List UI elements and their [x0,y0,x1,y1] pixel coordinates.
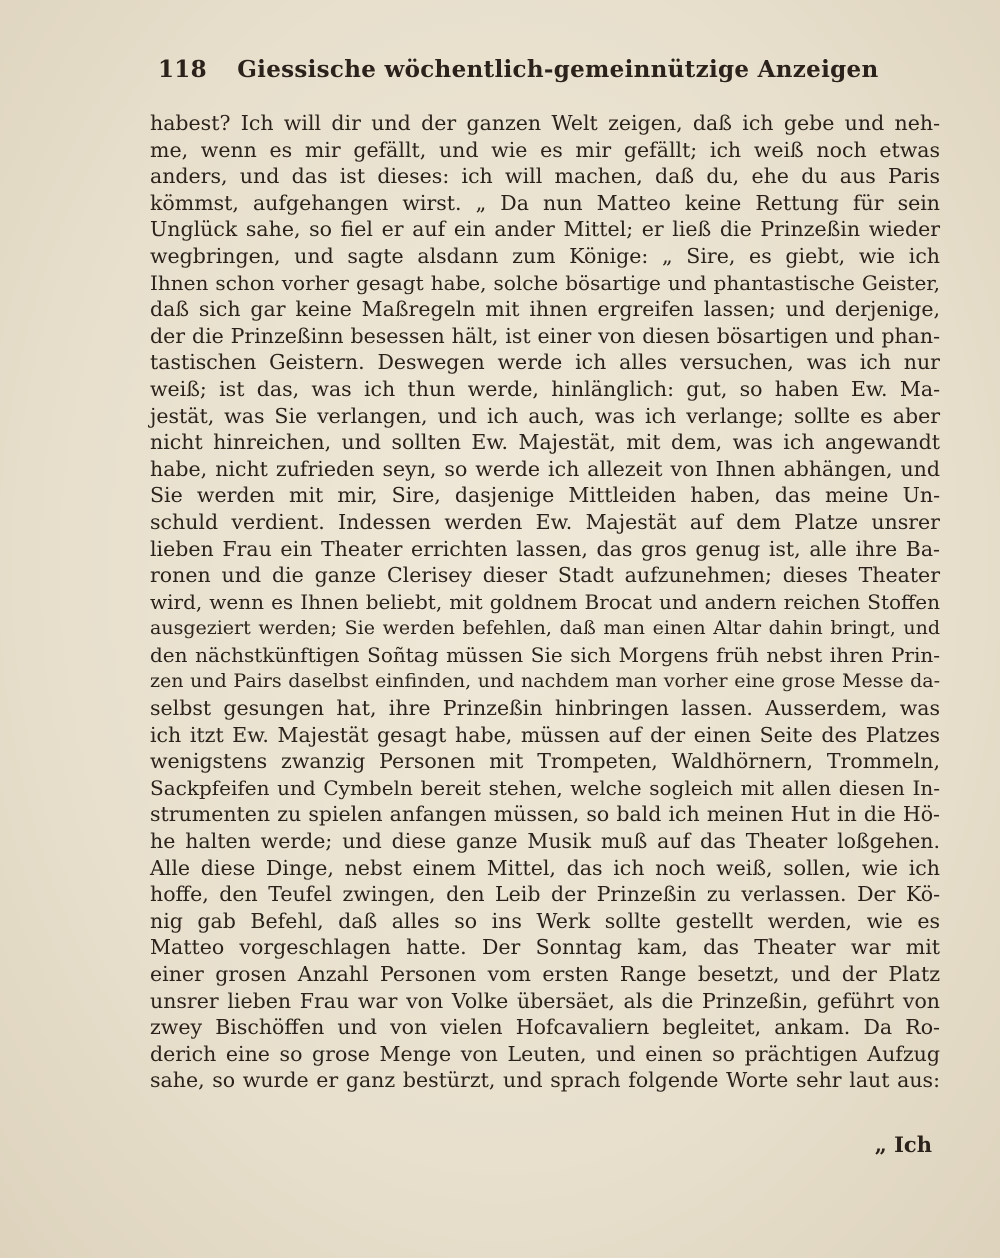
text-line: ausgeziert werden; Sie werden befehlen, daß man einen Altar dahin bringt, und [150,617,940,640]
text-line: habest? Ich will dir und der ganzen Welt zeigen, daß ich gebe und neh- [150,111,940,135]
text-line: den nächstkünftigen Soñtag müssen Sie sich Morgens früh nebst ihren Prin- [150,642,940,667]
text-line: der die Prinzeßinn besessen hält, ist einer von diesen bösartigen und phan- [150,323,940,348]
text-line: ich itzt Ew. Majestät gesagt habe, müssen auf der einen Seite des Platzes [150,722,940,747]
text-line: derich eine so grose Menge von Leuten, und einen so prächtigen Aufzug [150,1041,940,1066]
text-line: Matteo vorgeschlagen hatte. Der Sonntag kam, das Theater war mit [150,935,940,960]
text-line: wegbringen, und sagte alsdann zum Könige: „ Sire, es giebt, wie ich [150,243,940,268]
text-line: me, wenn es mir gefällt, und wie es mir gefällt; ich weiß noch etwas [150,137,940,162]
page-number: 118 [158,56,207,83]
text-line: Alle diese Dinge, nebst einem Mittel, das ich noch weiß, sollen, wie ich [150,855,940,880]
text-line: Sie werden mit mir, Sire, dasjenige Mittleiden haben, das meine Un- [150,483,940,508]
running-head-title: Giessische wöchentlich-gemeinnützige Anzeigen [237,56,879,83]
text-line: wenigstens zwanzig Personen mit Trompeten, Waldhörnern, Trommeln, [150,749,940,774]
text-line: kömmst, aufgehangen wirst. „ Da nun Matteo keine Rettung für sein [150,190,940,215]
text-line: Unglück sahe, so fiel er auf ein ander Mittel; er ließ die Prinzeßin wieder [150,217,940,242]
text-line: einer grosen Anzahl Personen vom ersten Range besetzt, und der Platz [150,962,940,986]
text-line: weiß; ist das, was ich thun werde, hinlänglich: gut, so haben Ew. Ma- [150,376,940,401]
catchword: „ Ich [874,1132,932,1157]
text-line: ronen und die ganze Clerisey dieser Stadt aufzunehmen; dieses Theater [150,563,940,588]
text-line: daß sich gar keine Maßregeln mit ihnen ergreifen lassen; und derjenige, [150,297,940,322]
text-line: Sackpfeifen und Cymbeln bereit stehen, welche sogleich mit allen diesen In- [150,775,940,800]
text-line: hoffe, den Teufel zwingen, den Leib der Prinzeßin zu verlassen. Der Kö- [150,882,940,907]
text-line: he halten werde; und diese ganze Musik muß auf das Theater loßgehen. [150,829,940,854]
text-line: strumenten zu spielen anfangen müssen, so bald ich meinen Hut in die Hö- [150,802,940,827]
text-line: jestät, was Sie verlangen, und ich auch, was ich verlange; sollte es aber [150,403,940,428]
text-line: lieben Frau ein Theater errichten lassen, das gros genug ist, alle ihre Ba- [150,536,940,561]
text-line: Ihnen schon vorher gesagt habe, solche bösartige und phantastische Geister, [150,270,940,295]
text-line: nig gab Befehl, daß alles so ins Werk sollte gestellt werden, wie es [150,908,940,933]
body-text [150,110,940,1094]
text-line: nicht hinreichen, und sollten Ew. Majestät, mit dem, was ich angewandt [150,430,940,455]
text-line: zwey Bischöffen und von vielen Hofcavaliern begleitet, ankam. Da Ro- [150,1015,940,1040]
text-line: selbst gesungen hat, ihre Prinzeßin hinbringen lassen. Ausserdem, was [150,696,940,721]
text-line: tastischen Geistern. Deswegen werde ich alles versuchen, was ich nur [150,350,940,375]
text-line: schuld verdient. Indessen werden Ew. Majestät auf dem Platze unsrer [150,509,940,534]
text-line: sahe, so wurde er ganz bestürzt, und sprach folgende Worte sehr laut aus: [150,1068,940,1093]
running-header [158,56,938,83]
text-line: zen und Pairs daselbst einfinden, und nachdem man vorher eine grose Messe da- [150,670,940,693]
text-line: unsrer lieben Frau war von Volke übersäet, als die Prinzeßin, geführt von [150,988,940,1013]
text-line: habe, nicht zufrieden seyn, so werde ich allezeit von Ihnen abhängen, und [150,456,940,481]
text-line: wird, wenn es Ihnen beliebt, mit goldnem Brocat und andern reichen Stoffen [150,589,940,614]
text-line: anders, und das ist dieses: ich will machen, daß du, ehe du aus Paris [150,164,940,189]
